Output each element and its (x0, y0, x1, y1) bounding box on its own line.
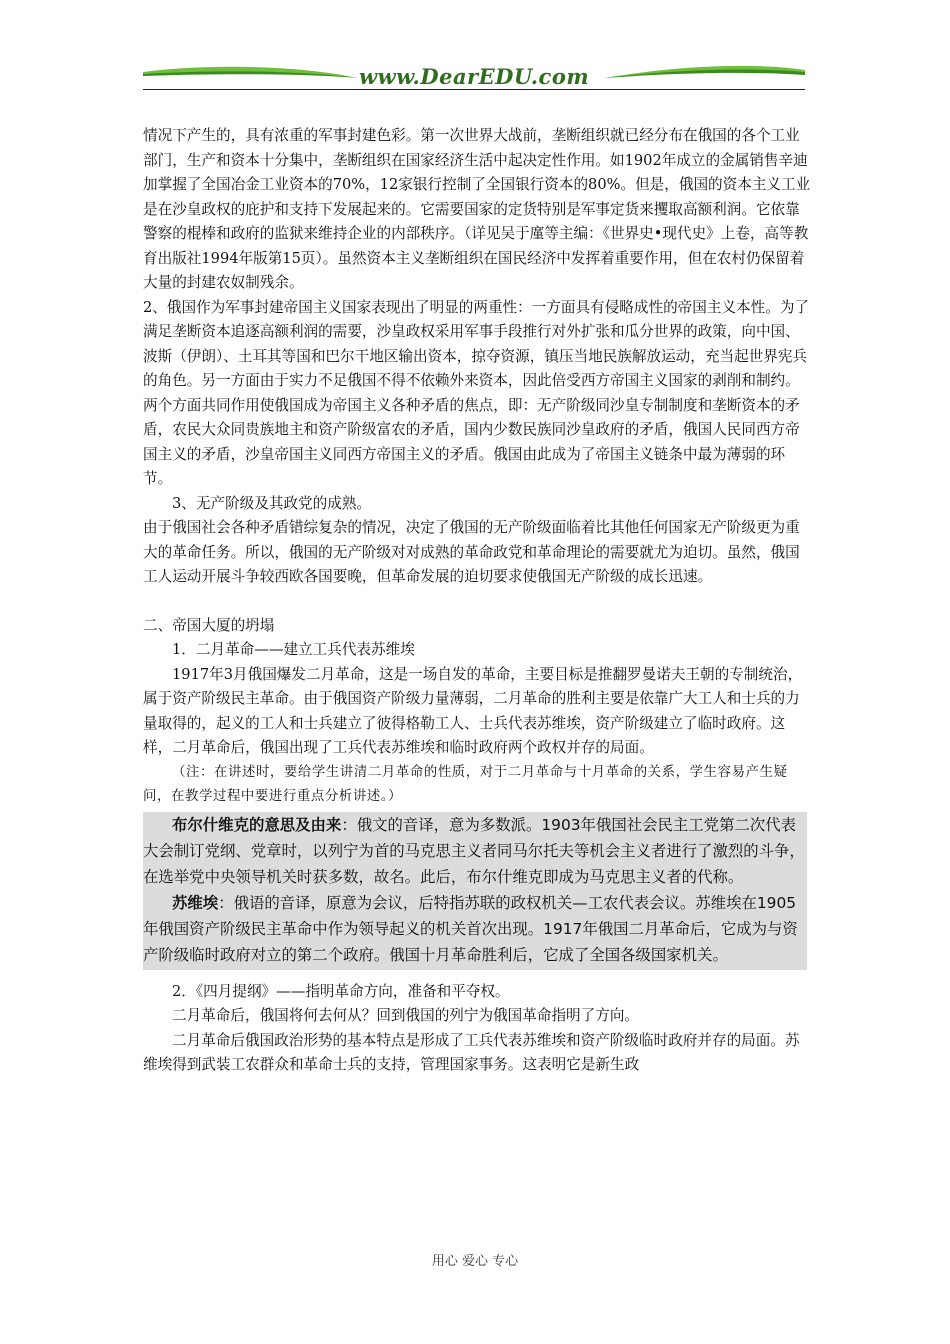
spacer (143, 590, 811, 614)
subheading-2: 2．《四月提纲》——指明革命方向，准备和平夺权。 (172, 982, 510, 1000)
paragraph-6: 二月革命后，俄国将何去何从？回到俄国的列宁为俄国革命指明了方向。 (172, 1007, 640, 1024)
page-footer: 用心 爱心 专心 (431, 1254, 519, 1269)
paragraph-5: 1917年3月俄国爆发二月革命，这是一场自发的革命，主要目标是推翻罗曼诺夫王朝的专制统治，属于资产阶级民主革命。由于俄国资产阶级力量薄弱，二月革命的胜利主要是依靠广大工人和士兵的力量取得的，起义的工人和士兵建立了彼得格勒工人、士兵代表苏维埃，资产阶级建立了临时政府。这样，二月革命后，俄国出现了工兵代表苏维埃和临时政府两个政权并存的局面。 (143, 665, 803, 756)
document-body (143, 124, 811, 1078)
glossary-box (143, 812, 807, 970)
glossary-term-bolshevik: 布尔什维克的意思及由来 (172, 815, 342, 834)
subheading-1: 1．二月革命——建立工兵代表苏维埃 (172, 641, 415, 658)
paragraph-7: 二月革命后俄国政治形势的基本特点是形成了工兵代表苏维埃和资产阶级临时政府并存的局面。苏维埃得到武装工农群众和革命士兵的支持，管理国家事务。这表明它是新生政 (143, 1031, 800, 1073)
paragraph-4: 由于俄国社会各种矛盾错综复杂的情况，决定了俄国的无产阶级面临着比其他任何国家无产阶级更为重大的革命任务。所以，俄国的无产阶级对对成熟的革命政党和革命理论的需要就尤为迫切。虽然，俄国工人运动开展斗争较西欧各国要晚，但革命发展的迫切要求使俄国无产阶级的成长迅速。 (143, 519, 800, 585)
glossary-bolshevik (143, 812, 807, 890)
section-heading-2: 二、帝国大厦的坍塌 (143, 616, 275, 634)
paragraph-2: 2、俄国作为军事封建帝国主义国家表现出了明显的两重性：一方面具有侵略成性的帝国主义本性。为了满足垄断资本追逐高额利润的需要，沙皇政权采用军事手段推行对外扩张和瓜分世界的政策，向中国、波斯（伊朗）、土耳其等国和巴尔干地区输出资本，掠夺资源，镇压当地民族解放运动，充当起世界宪兵的角色。另一方面由于实力不足俄国不得不依赖外来资本，因此倍受西方帝国主义国家的剥削和制约。两个方面共同作用使俄国成为帝国主义各种矛盾的焦点，即：无产阶级同沙皇专制制度和垄断资本的矛盾，农民大众同贵族地主和资产阶级富农的矛盾，国内少数民族同沙皇政府的矛盾，俄国人民同西方帝国主义的矛盾，沙皇帝国主义同西方帝国主义的矛盾。俄国由此成为了帝国主义链条中最为薄弱的环节。 (143, 298, 810, 487)
teaching-note: （注：在讲述时，要给学生讲清二月革命的性质，对于二月革命与十月革命的关系，学生容易产生疑问，在教学过程中要进行重点分析讲述。） (143, 764, 788, 804)
header-divider (143, 89, 805, 90)
paragraph-3: 3、无产阶级及其政党的成熟。 (172, 494, 372, 512)
paragraph-1: 情况下产生的，具有浓重的军事封建色彩。第一次世界大战前，垄断组织就已经分布在俄国的各个工业部门，生产和资本十分集中，垄断组织在国家经济生活中起决定性作用。如1902年成立的金属销售辛迪加掌握了全国冶金工业资本的70%，12家银行控制了全国银行资本的80%。但是，俄国的资本主义工业是在沙皇政权的庇护和支持下发展起来的。它需要国家的定货特别是军事定货来攫取高额利润。它依靠警察的棍棒和政府的监狱来维持企业的内部秩序。（详见吴于廑等主编：《世界史•现代史》上卷，高等教育出版社1994年版第15页）。虽然资本主义垄断组织在国民经济中发挥着重要作用，但在农村仍保留着大量的封建农奴制残余。 (143, 127, 811, 291)
page-header (143, 62, 805, 96)
glossary-soviet (143, 890, 807, 968)
site-logo-text[interactable]: www.DearEDU.com (358, 64, 590, 89)
glossary-term-soviet: 苏维埃 (172, 893, 219, 912)
glossary-text-bolshevik: ：俄文的音译，意为多数派。1903年俄国社会民主工党第二次代表大会制订党纲、党章时，以列宁为首的马克思主义者同马尔托夫等机会主义者进行了激烈的斗争，在选举党中央领导机关时获多数，故名。此后，布尔什维克即成为马克思主义者的代称。 (143, 815, 805, 886)
glossary-text-soviet: ：俄语的音译，原意为会议，后特指苏联的政权机关—工农代表会议。苏维埃在1905年俄国资产阶级民主革命中作为领导起义的机关首次出现。1917年俄国二月革命后，它成为与资产阶级临时政府对立的第二个政府。俄国十月革命胜利后，它成了全国各级国家机关。 (143, 893, 798, 964)
